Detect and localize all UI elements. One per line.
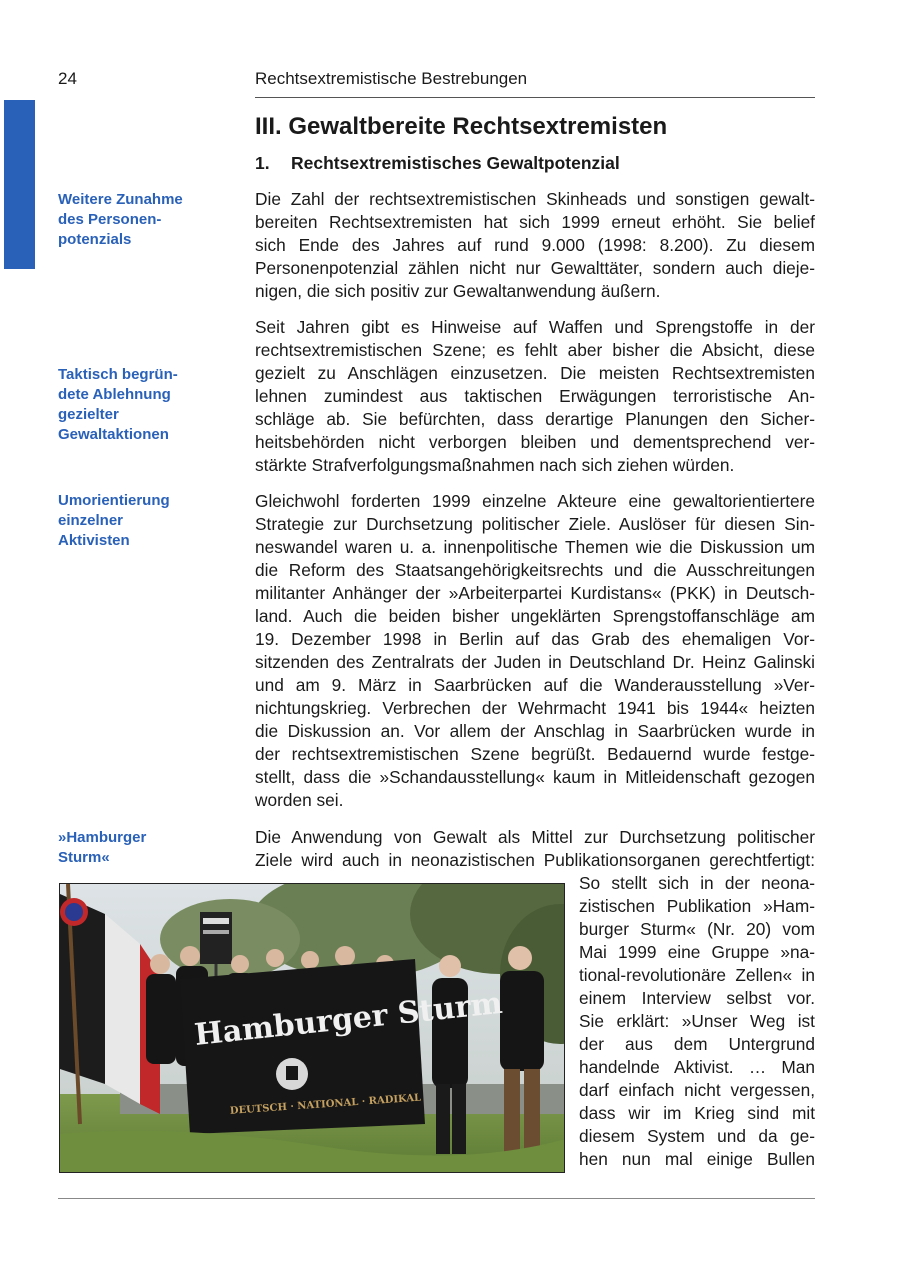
text-line: Mai 1999 eine Gruppe »na-	[579, 942, 815, 962]
photo-illustration	[60, 884, 565, 1173]
text-line: lehnen zumindest aus taktischen Erwägungen terroristische An-	[255, 386, 815, 406]
margin-note-line: Aktivisten	[58, 532, 130, 549]
margin-note-line: Taktisch begrün-	[58, 366, 178, 383]
text-line: nichtungskrieg. Verbrechen der Wehrmacht 1941 bis 1944« heizten	[255, 698, 815, 718]
margin-note-line: gezielter	[58, 406, 119, 423]
text-line: die Reform des Staatsangehörigkeitsrechts und die Ausschreitungen	[255, 560, 815, 580]
margin-note-taktische-ablehnung	[58, 365, 218, 445]
text-line: heitsbehörden nicht verborgen bleiben und dementsprechend ver-	[255, 432, 815, 452]
margin-note-line: Umorientierung	[58, 492, 170, 509]
margin-note-line: Weitere Zunahme	[58, 191, 183, 208]
text-line: So stellt sich in der neona-	[579, 873, 815, 893]
margin-note-line: des Personen-	[58, 211, 162, 228]
text-line: stellt, dass die »Schandausstellung« kaum in Mitleidenschaft gezogen	[255, 767, 815, 787]
text-line: Die Zahl der rechtsextremistischen Skinheads und sonstigen gewalt-	[255, 189, 815, 209]
text-line: dass wir im Krieg sind mit	[579, 1103, 815, 1123]
text-line: hen nun mal einige Bullen	[579, 1149, 815, 1169]
text-line: militanter Anhänger der »Arbeiterpartei Kurdistans« (PKK) in Deutsch-	[255, 583, 815, 603]
text-line: und am 9. März in Saarbrücken auf die Wanderausstellung »Ver-	[255, 675, 815, 695]
section-number: 1.	[255, 153, 270, 173]
margin-note-line: Gewaltaktionen	[58, 426, 169, 443]
text-line: zistischen Publikation »Ham-	[579, 896, 815, 916]
banner-subtitle: DEUTSCH · NATIONAL · RADIKAL	[229, 1092, 422, 1117]
margin-note-line: »Hamburger	[58, 829, 147, 846]
text-line: bereiten Rechtsextremisten hat sich 1999 erneut erhöht. Sie belief	[255, 212, 815, 232]
text-line: Ziele wird auch in neonazistischen Publikationsorganen gerechtfertigt:	[255, 850, 815, 870]
text-line: diesem System und da ge-	[579, 1126, 815, 1146]
text-line: burger Sturm« (Nr. 20) vom	[579, 919, 815, 939]
text-line: sitzenden des Zentralrats der Juden in Deutschland Dr. Heinz Galinski	[255, 652, 815, 672]
demonstration-photo	[59, 883, 565, 1173]
text-line: Personenpotenzial zählen nicht nur Gewalttäter, sondern auch dieje-	[255, 258, 815, 278]
text-line: nigen, die sich positiv zur Gewaltanwendung äußern.	[255, 281, 661, 301]
chapter-title: III. Gewaltbereite Rechtsextremisten	[255, 113, 668, 140]
running-header: Rechtsextremistische Bestrebungen	[255, 69, 528, 88]
text-line: Seit Jahren gibt es Hinweise auf Waffen und Sprengstoffe in der	[255, 317, 815, 337]
paragraph-gewalt-publikationen	[255, 826, 815, 872]
text-line: worden sei.	[255, 790, 344, 810]
text-line: sich Ende des Jahres auf rund 9.000 (1998: 8.200). Zu diesem	[255, 235, 815, 255]
text-line: neswandel waren u. a. innenpolitische Themen wie die Diskussion um	[255, 537, 815, 557]
banner-title: Hamburger Sturm	[192, 985, 505, 1053]
header-rule	[255, 97, 815, 98]
text-line: handelnde Aktivist. … Man	[579, 1057, 815, 1077]
text-line: land. Auch die beiden bisher ungeklärten Sprengstoffanschläge am	[255, 606, 815, 626]
text-line: Sie erklärt: »Unser Weg ist	[579, 1011, 815, 1031]
margin-note-line: Sturm«	[58, 849, 110, 866]
text-line: der rechtsextremistischen Szene begrüßt. Bedauernd wurde festge-	[255, 744, 815, 764]
text-line: 19. Dezember 1998 in Berlin auf das Grab des ehemaligen Vor-	[255, 629, 815, 649]
section-title: Rechtsextremistisches Gewaltpotenzial	[291, 153, 620, 173]
text-line: der aus dem Untergrund	[579, 1034, 815, 1054]
text-line: schläge ab. Sie befürchten, dass derartige Planungen den Sicher-	[255, 409, 815, 429]
text-line: darf einfach nicht vergessen,	[579, 1080, 815, 1100]
margin-note-line: dete Ablehnung	[58, 386, 171, 403]
text-line: Gleichwohl forderten 1999 einzelne Akteure eine gewaltorientiertere	[255, 491, 815, 511]
chapter-color-tab	[4, 100, 35, 269]
margin-note-umorientierung	[58, 491, 218, 551]
margin-note-personenpotenzial	[58, 190, 218, 250]
text-line: Die Anwendung von Gewalt als Mittel zur Durchsetzung politischer	[255, 827, 815, 847]
margin-note-line: potenzials	[58, 231, 132, 248]
page-number: 24	[58, 69, 77, 88]
paragraph-umorientierung	[255, 490, 815, 812]
section-heading	[255, 153, 620, 174]
text-line: stärkte Strafverfolgungsmaßnahmen nach sich ziehen würden.	[255, 455, 735, 475]
text-line: rechtsextremistischen Szene; es fehlt aber bisher die Absicht, diese	[255, 340, 815, 360]
text-line: einem Interview selbst vor.	[579, 988, 815, 1008]
paragraph-gewaltpotenzial	[255, 188, 815, 303]
paragraph-waffen-sprengstoffe	[255, 316, 815, 477]
paragraph-wrap-beside-photo	[579, 872, 815, 1171]
text-line: gezielt zu Anschlägen einzusetzen. Die meisten Rechtsextremisten	[255, 363, 815, 383]
margin-note-hamburger-sturm	[58, 828, 218, 868]
footer-rule	[58, 1198, 815, 1199]
text-line: Strategie zur Durchsetzung politischer Ziele. Auslöser für diesen Sin-	[255, 514, 815, 534]
margin-note-line: einzelner	[58, 512, 124, 529]
text-line: die Diskussion an. Vor allem der Anschlag in Saarbrücken wurde in	[255, 721, 815, 741]
text-line: tional-revolutionäre Zellen« in	[579, 965, 815, 985]
